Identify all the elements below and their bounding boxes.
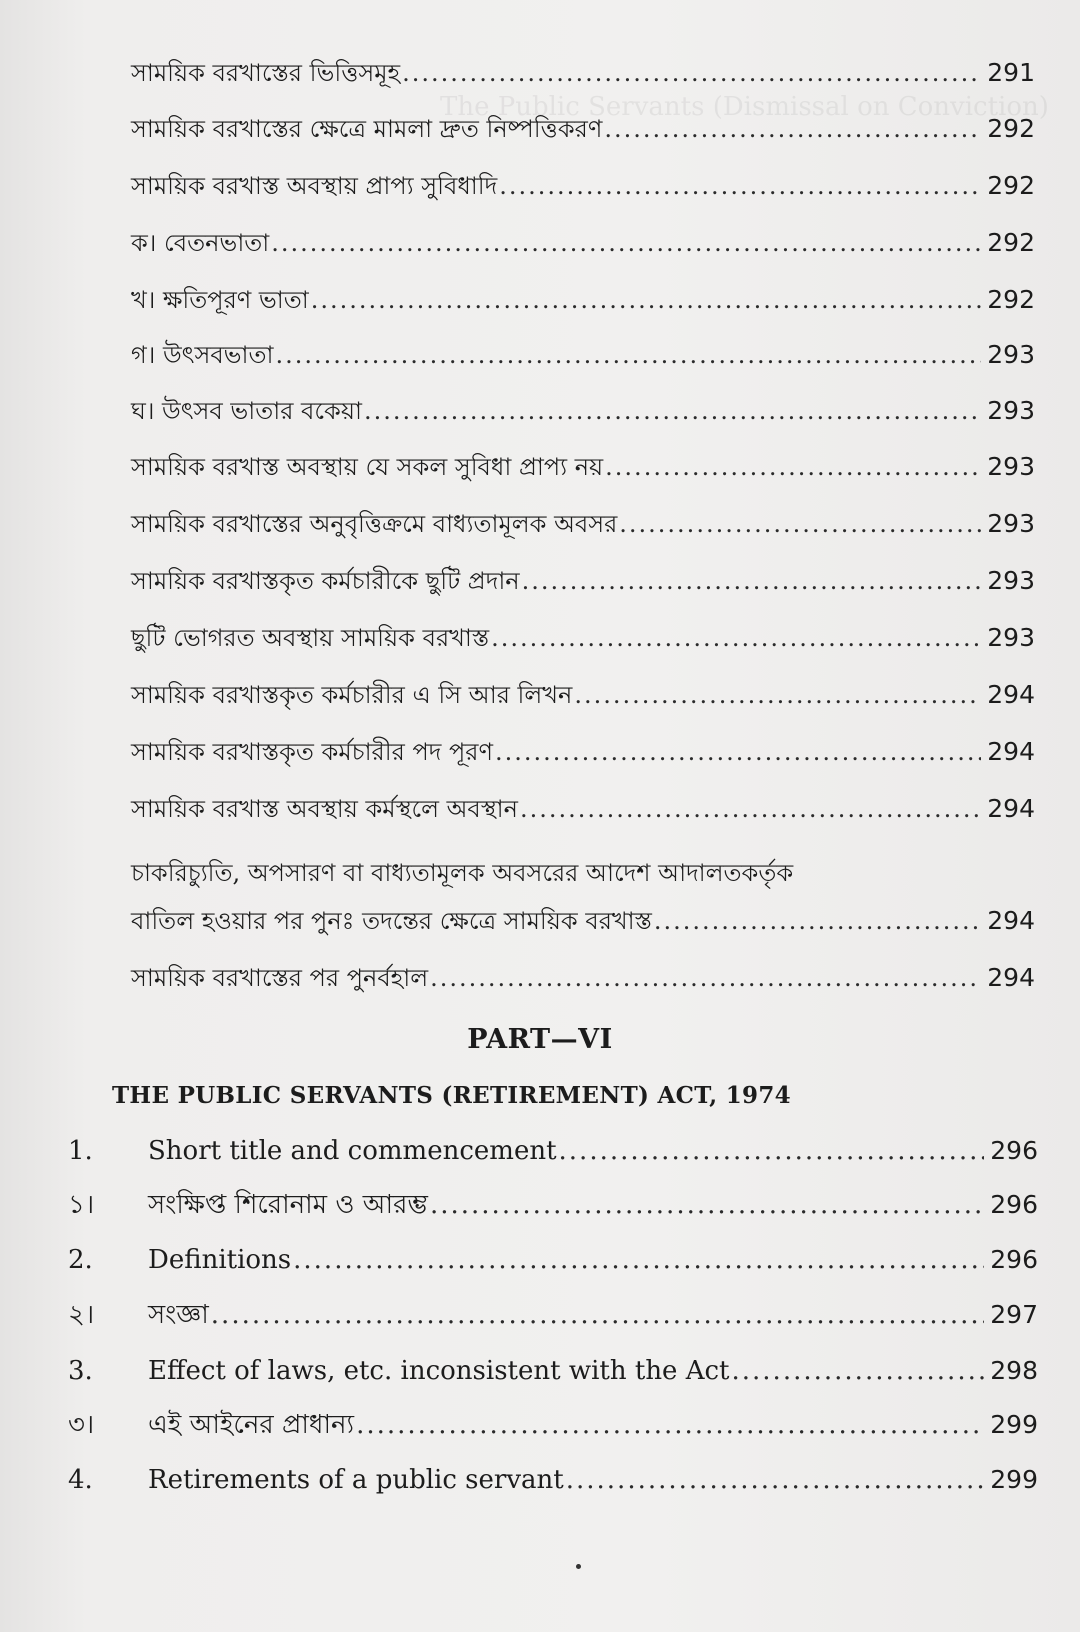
section-number: 2. (68, 1245, 93, 1275)
toc-entry-label (68, 1410, 354, 1440)
dot-leader (430, 963, 981, 993)
toc-entry-page: 293 (987, 452, 1035, 481)
toc-entry (131, 340, 1035, 370)
toc-entry-label (68, 1356, 730, 1386)
dot-leader (499, 171, 981, 201)
toc-entry-page: 297 (990, 1300, 1038, 1329)
toc-entry-page: 298 (990, 1356, 1038, 1385)
toc-entry-label: সাময়িক বরখাস্ত অবস্থায় যে সকল সুবিধা প্রাপ্য নয় (131, 453, 604, 481)
toc-entry-label (68, 1465, 564, 1495)
toc-entry-page: 294 (987, 737, 1035, 766)
toc-section-entry (68, 1465, 1038, 1495)
section-title: এই আইনের প্রাধান্য (148, 1410, 355, 1440)
toc-entry (131, 906, 1035, 936)
toc-entry (131, 285, 1035, 315)
toc-entry-page: 292 (987, 114, 1035, 143)
toc-entry-page: 292 (987, 228, 1035, 257)
toc-section-entry (68, 1356, 1038, 1386)
dot-leader (276, 340, 982, 370)
toc-entry-label (68, 1245, 291, 1275)
toc-entry-label: সাময়িক বরখাস্তের অনুবৃত্তিক্রমে বাধ্যতামূলক অবসর (131, 510, 618, 538)
toc-entry-page: 293 (987, 509, 1035, 538)
toc-entry (131, 228, 1035, 258)
toc-entry-page: 299 (990, 1465, 1038, 1494)
ink-dot (576, 1564, 581, 1569)
dot-leader (619, 509, 981, 539)
toc-entry (131, 171, 1035, 201)
toc-entry-page: 293 (987, 340, 1035, 369)
dot-leader (566, 1465, 985, 1495)
toc-entry (131, 963, 1035, 993)
section-number: ১। (68, 1190, 95, 1220)
dot-leader (654, 906, 981, 936)
toc-entry (131, 737, 1035, 767)
dot-leader (211, 1300, 984, 1330)
toc-entry-page: 294 (987, 680, 1035, 709)
toc-entry-page: 294 (987, 963, 1035, 992)
section-number: 4. (68, 1465, 93, 1495)
dot-leader (604, 114, 981, 144)
toc-entry (131, 452, 1035, 482)
toc-entry (131, 680, 1035, 710)
toc-entry (131, 509, 1035, 539)
toc-entry (131, 566, 1035, 596)
toc-section-entry (68, 1190, 1038, 1220)
toc-entry-page: 293 (987, 396, 1035, 425)
toc-entry-label (68, 1190, 428, 1220)
section-number: 1. (68, 1136, 93, 1166)
toc-entry (131, 623, 1035, 653)
toc-entry-page: 296 (990, 1245, 1038, 1274)
section-number: ৩। (68, 1410, 95, 1440)
section-title: Effect of laws, etc. inconsistent with the Act (148, 1356, 730, 1386)
toc-entry-page: 293 (987, 623, 1035, 652)
toc-entry-label: গ। উৎসবভাতা (131, 341, 274, 369)
part-heading: PART—VI (467, 1024, 613, 1055)
toc-entry-label: সাময়িক বরখাস্তের পর পুনর্বহাল (131, 964, 429, 992)
toc-entry-page: 292 (987, 171, 1035, 200)
dot-leader (559, 1136, 985, 1166)
toc-entry-page: 299 (990, 1410, 1038, 1439)
toc-entry (131, 114, 1035, 144)
toc-section-entry (68, 1410, 1038, 1440)
section-title: সংক্ষিপ্ত শিরোনাম ও আরম্ভ (148, 1190, 428, 1220)
toc-entry (131, 794, 1035, 824)
toc-entry-label: ছুটি ভোগরত অবস্থায় সাময়িক বরখাস্ত (131, 624, 490, 652)
toc-entry (131, 396, 1035, 426)
toc-entry-label: সাময়িক বরখাস্তকৃত কর্মচারীকে ছুটি প্রদান (131, 567, 520, 595)
dot-leader (732, 1356, 985, 1386)
toc-entry-label: সাময়িক বরখাস্তকৃত কর্মচারীর পদ পূরণ (131, 738, 493, 766)
toc-entry-page: 296 (990, 1190, 1038, 1219)
dot-leader (293, 1245, 984, 1275)
act-heading: THE PUBLIC SERVANTS (RETIREMENT) ACT, 1974 (112, 1082, 791, 1109)
toc-entry-label: ঘ। উৎসব ভাতার বকেয়া (131, 397, 362, 425)
dot-leader (364, 396, 981, 426)
toc-section-entry (68, 1136, 1038, 1166)
toc-entry-label (68, 1136, 557, 1166)
section-title: Short title and commencement (148, 1136, 557, 1166)
toc-entry-label: সাময়িক বরখাস্তের ক্ষেত্রে মামলা দ্রুত নিষ্পত্তিকরণ (131, 115, 603, 143)
bleed-through-text: The Public Servants (Dismissal on Conviction) (440, 92, 1049, 122)
section-title: Definitions (148, 1245, 292, 1275)
toc-entry-page: 294 (987, 794, 1035, 823)
dot-leader (356, 1410, 984, 1440)
toc-entry-label: সাময়িক বরখাস্ত অবস্থায় প্রাপ্য সুবিধাদি (131, 172, 498, 200)
dot-leader (311, 285, 982, 315)
dot-leader (495, 737, 981, 767)
toc-entry-page: 293 (987, 566, 1035, 595)
toc-entry-label (68, 1300, 209, 1330)
toc-entry-label-line1: চাকরিচ্যুতি, অপসারণ বা বাধ্যতামূলক অবসরের আদেশ আদালতকর্তৃক (131, 859, 794, 887)
section-title: Retirements of a public servant (148, 1465, 564, 1495)
toc-section-entry (68, 1245, 1038, 1275)
section-number: 3. (68, 1356, 93, 1386)
toc-entry-label: সাময়িক বরখাস্তকৃত কর্মচারীর এ সি আর লিখন (131, 681, 573, 709)
dot-leader (491, 623, 981, 653)
toc-entry-label: ক। বেতনভাতা (131, 229, 270, 257)
toc-entry-label-line2: বাতিল হওয়ার পর পুনঃ তদন্তের ক্ষেত্রে সাময়িক বরখাস্ত (131, 907, 652, 935)
toc-entry-page: 296 (990, 1136, 1038, 1165)
toc-entry-page: 294 (987, 906, 1035, 935)
toc-entry-label: খ। ক্ষতিপূরণ ভাতা (131, 286, 309, 314)
dot-leader (605, 452, 981, 482)
dot-leader (271, 228, 981, 258)
section-title: সংজ্ঞা (148, 1300, 209, 1330)
toc-entry-label: সাময়িক বরখাস্তের ভিত্তিসমূহ (131, 59, 401, 87)
toc-section-entry (68, 1300, 1038, 1330)
dot-leader (574, 680, 981, 710)
section-number: ২। (68, 1300, 95, 1330)
dot-leader (522, 566, 982, 596)
toc-entry-page: 292 (987, 285, 1035, 314)
dot-leader (402, 58, 981, 88)
dot-leader (520, 794, 981, 824)
dot-leader (430, 1190, 984, 1220)
toc-entry (131, 58, 1035, 88)
toc-entry-label: সাময়িক বরখাস্ত অবস্থায় কর্মস্থলে অবস্থান (131, 795, 518, 823)
toc-entry-page: 291 (987, 58, 1035, 87)
